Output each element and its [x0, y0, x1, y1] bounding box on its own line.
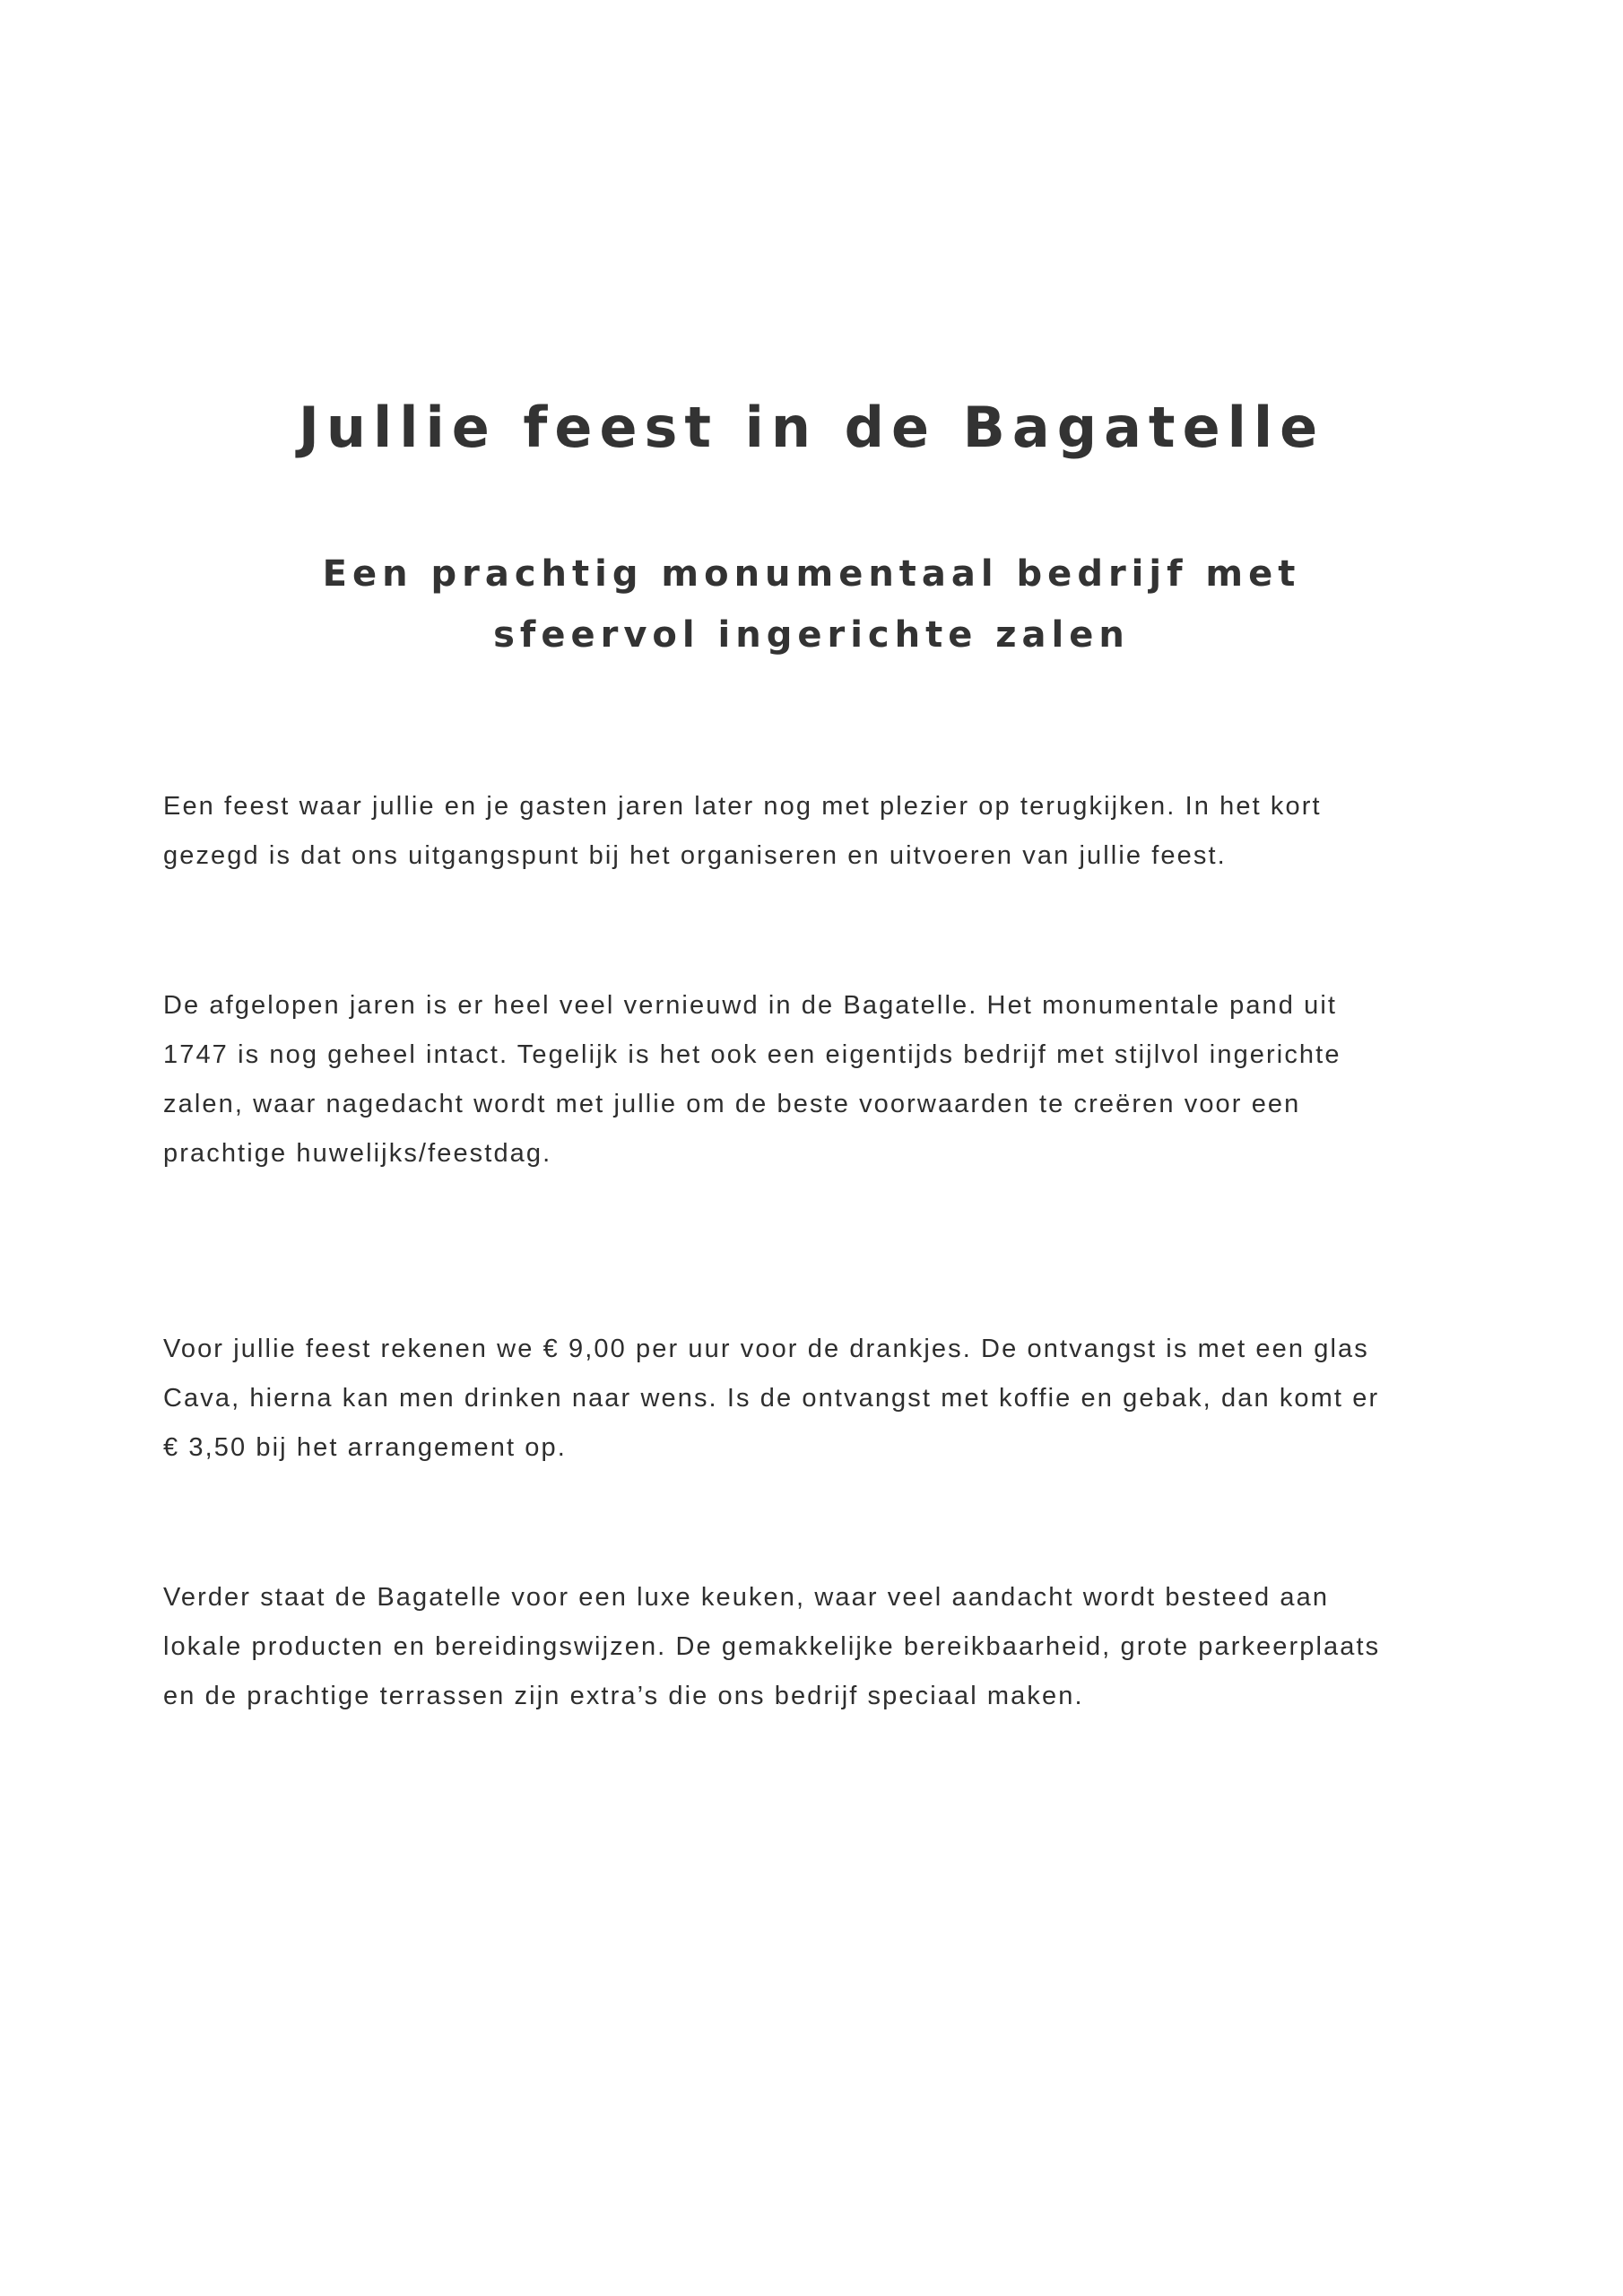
paragraph-line: zalen, waar nagedacht wordt met jullie om de beste voorwaarden te creëren voor een — [163, 1090, 1301, 1118]
paragraph-line: Cava, hierna kan men drinken naar wens. Is de ontvangst met koffie en gebak, dan komt er — [163, 1384, 1380, 1413]
paragraph-line: lokale producten en bereidingswijzen. De gemakkelijke bereikbaarheid, grote parkeerplaats — [163, 1632, 1381, 1661]
paragraph-pricing — [163, 1325, 1490, 1473]
subtitle-line: Een prachtig monumentaal bedrijf met — [322, 553, 1301, 595]
page-subtitle — [0, 544, 1623, 665]
paragraph-line: € 3,50 bij het arrangement op. — [163, 1433, 567, 1462]
page-title: Jullie feest in de Bagatelle — [298, 395, 1325, 460]
paragraph-line: Verder staat de Bagatelle voor een luxe keuken, waar veel aandacht wordt besteed aan — [163, 1583, 1330, 1612]
paragraph-line: 1747 is nog geheel intact. Tegelijk is het ook een eigentijds bedrijf met stijlvol ingerichte — [163, 1040, 1341, 1069]
paragraph-line: gezegd is dat ons uitgangspunt bij het organiseren en uitvoeren van jullie feest. — [163, 841, 1227, 870]
paragraph-intro — [163, 782, 1490, 881]
subtitle-line: sfeervol ingerichte zalen — [493, 614, 1130, 656]
paragraph-line: De afgelopen jaren is er heel veel vernieuwd in de Bagatelle. Het monumentale pand uit — [163, 991, 1338, 1020]
paragraph-history — [163, 981, 1490, 1178]
paragraph-line: prachtige huwelijks/feestdag. — [163, 1139, 552, 1168]
paragraph-line: en de prachtige terrassen zijn extra’s die ons bedrijf speciaal maken. — [163, 1682, 1084, 1710]
paragraph-line: Een feest waar jullie en je gasten jaren later nog met plezier op terugkijken. In het kort — [163, 792, 1322, 821]
paragraph-line: Voor jullie feest rekenen we € 9,00 per uur voor de drankjes. De ontvangst is met een glas — [163, 1335, 1369, 1363]
paragraph-kitchen — [163, 1573, 1490, 1721]
